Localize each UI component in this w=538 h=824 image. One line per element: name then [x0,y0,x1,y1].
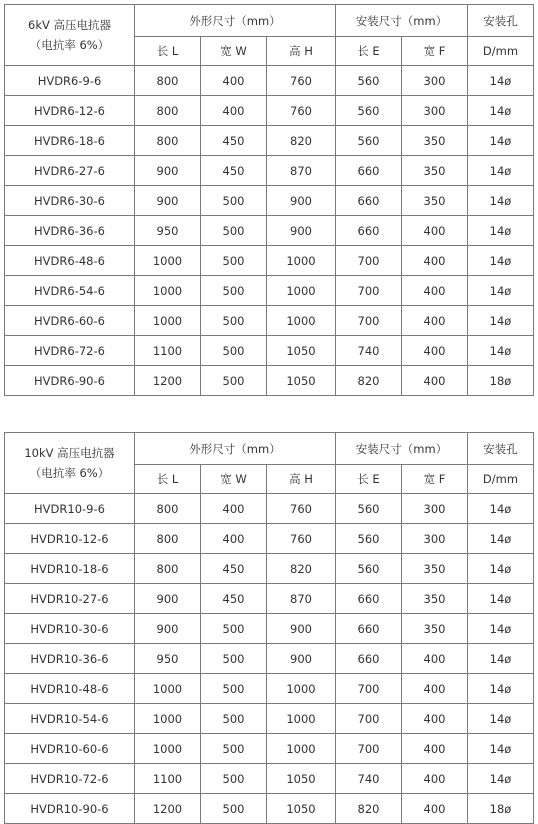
value-cell: 700 [336,704,402,734]
model-cell: HVDR6-36-6 [5,216,135,246]
value-cell: 500 [201,674,267,704]
value-cell: 300 [402,494,468,524]
value-cell: 1050 [267,336,336,366]
value-cell: 400 [201,66,267,96]
value-cell: 1000 [135,704,201,734]
table-row [5,96,534,126]
table-row [5,794,534,824]
value-cell: 400 [402,216,468,246]
header-row-group [5,433,534,465]
table-row [5,216,534,246]
table-body [5,5,534,396]
table-row [5,66,534,96]
value-cell: 660 [336,644,402,674]
table-row [5,366,534,396]
value-cell: 14ø [468,336,534,366]
value-cell: 760 [267,96,336,126]
model-cell: HVDR10-12-6 [5,524,135,554]
value-cell: 700 [336,734,402,764]
value-cell: 350 [402,584,468,614]
value-cell: 14ø [468,246,534,276]
value-cell: 1050 [267,794,336,824]
model-cell: HVDR6-60-6 [5,306,135,336]
column-header: 宽 F [402,37,468,66]
value-cell: 500 [201,614,267,644]
value-cell: 400 [402,764,468,794]
value-cell: 1100 [135,336,201,366]
value-cell: 660 [336,186,402,216]
table-row [5,126,534,156]
value-cell: 14ø [468,126,534,156]
value-cell: 820 [336,366,402,396]
value-cell: 400 [402,336,468,366]
value-cell: 660 [336,584,402,614]
value-cell: 400 [402,276,468,306]
table-row [5,644,534,674]
model-cell: HVDR6-72-6 [5,336,135,366]
table-title: 6kV 高压电抗器 [28,18,111,32]
group-header-outer-dimensions: 外形尺寸（mm） [135,433,336,465]
value-cell: 14ø [468,216,534,246]
value-cell: 500 [201,246,267,276]
model-cell: HVDR10-27-6 [5,584,135,614]
model-cell: HVDR6-54-6 [5,276,135,306]
value-cell: 820 [336,794,402,824]
spec-table-6kv [4,4,534,396]
value-cell: 400 [402,644,468,674]
value-cell: 1050 [267,366,336,396]
value-cell: 760 [267,524,336,554]
value-cell: 14ø [468,96,534,126]
value-cell: 400 [402,674,468,704]
value-cell: 14ø [468,276,534,306]
value-cell: 14ø [468,584,534,614]
column-header: 高 H [267,37,336,66]
column-header: 长 L [135,37,201,66]
value-cell: 900 [135,186,201,216]
column-header: 高 H [267,465,336,494]
value-cell: 700 [336,276,402,306]
value-cell: 900 [267,186,336,216]
value-cell: 660 [336,216,402,246]
model-cell: HVDR6-18-6 [5,126,135,156]
model-cell: HVDR10-30-6 [5,614,135,644]
value-cell: 500 [201,704,267,734]
table-row [5,584,534,614]
model-cell: HVDR10-90-6 [5,794,135,824]
table-row [5,764,534,794]
table-subtitle: （电抗率 6%） [29,38,110,52]
table-row [5,554,534,584]
value-cell: 1200 [135,794,201,824]
value-cell: 820 [267,554,336,584]
value-cell: 14ø [468,644,534,674]
value-cell: 14ø [468,494,534,524]
model-cell: HVDR6-90-6 [5,366,135,396]
value-cell: 14ø [468,554,534,584]
value-cell: 400 [402,366,468,396]
column-header: 宽 W [201,37,267,66]
group-header-outer-dimensions: 外形尺寸（mm） [135,5,336,37]
value-cell: 450 [201,126,267,156]
value-cell: 14ø [468,524,534,554]
value-cell: 400 [402,246,468,276]
value-cell: 14ø [468,306,534,336]
value-cell: 800 [135,554,201,584]
value-cell: 900 [267,216,336,246]
value-cell: 300 [402,66,468,96]
value-cell: 450 [201,156,267,186]
value-cell: 1200 [135,366,201,396]
value-cell: 1000 [267,276,336,306]
model-cell: HVDR6-30-6 [5,186,135,216]
value-cell: 14ø [468,614,534,644]
group-header-install-dimensions: 安装尺寸（mm） [336,433,468,465]
value-cell: 14ø [468,704,534,734]
table-row [5,276,534,306]
value-cell: 1050 [267,764,336,794]
value-cell: 560 [336,126,402,156]
value-cell: 760 [267,494,336,524]
value-cell: 800 [135,66,201,96]
value-cell: 500 [201,764,267,794]
column-header: 长 E [336,465,402,494]
value-cell: 14ø [468,156,534,186]
model-cell: HVDR10-72-6 [5,764,135,794]
table-body [5,433,534,824]
value-cell: 500 [201,276,267,306]
value-cell: 300 [402,96,468,126]
value-cell: 350 [402,554,468,584]
spec-table-10kv [4,432,534,824]
value-cell: 700 [336,306,402,336]
value-cell: 560 [336,554,402,584]
column-header: 宽 F [402,465,468,494]
value-cell: 14ø [468,734,534,764]
value-cell: 1000 [267,734,336,764]
value-cell: 350 [402,614,468,644]
model-cell: HVDR10-60-6 [5,734,135,764]
value-cell: 400 [402,734,468,764]
value-cell: 1000 [135,276,201,306]
column-header: 长 E [336,37,402,66]
value-cell: 950 [135,216,201,246]
value-cell: 350 [402,156,468,186]
value-cell: 400 [402,704,468,734]
value-cell: 800 [135,96,201,126]
value-cell: 400 [201,524,267,554]
value-cell: 1000 [135,674,201,704]
value-cell: 400 [201,494,267,524]
value-cell: 900 [135,156,201,186]
value-cell: 870 [267,584,336,614]
value-cell: 900 [135,584,201,614]
column-header: D/mm [468,465,534,494]
value-cell: 500 [201,216,267,246]
value-cell: 500 [201,734,267,764]
value-cell: 700 [336,246,402,276]
table-row [5,524,534,554]
value-cell: 300 [402,524,468,554]
table-row [5,336,534,366]
value-cell: 450 [201,584,267,614]
value-cell: 450 [201,554,267,584]
value-cell: 400 [402,794,468,824]
value-cell: 350 [402,126,468,156]
value-cell: 660 [336,156,402,186]
model-cell: HVDR6-9-6 [5,66,135,96]
value-cell: 800 [135,126,201,156]
value-cell: 800 [135,524,201,554]
value-cell: 760 [267,66,336,96]
column-header: D/mm [468,37,534,66]
value-cell: 500 [201,336,267,366]
group-header-mounting-hole: 安装孔 [468,5,534,37]
value-cell: 740 [336,764,402,794]
model-cell: HVDR6-12-6 [5,96,135,126]
value-cell: 1000 [135,734,201,764]
value-cell: 820 [267,126,336,156]
value-cell: 660 [336,614,402,644]
model-cell: HVDR10-48-6 [5,674,135,704]
column-header: 长 L [135,465,201,494]
model-cell: HVDR10-18-6 [5,554,135,584]
value-cell: 1000 [267,674,336,704]
value-cell: 740 [336,336,402,366]
model-cell: HVDR6-27-6 [5,156,135,186]
value-cell: 900 [267,614,336,644]
value-cell: 1000 [267,704,336,734]
value-cell: 18ø [468,794,534,824]
model-cell: HVDR6-48-6 [5,246,135,276]
value-cell: 1000 [135,246,201,276]
table-row [5,306,534,336]
table-row [5,734,534,764]
header-row-group [5,5,534,37]
value-cell: 900 [267,644,336,674]
value-cell: 1000 [267,246,336,276]
column-header: 宽 W [201,465,267,494]
value-cell: 950 [135,644,201,674]
model-cell: HVDR10-9-6 [5,494,135,524]
group-header-install-dimensions: 安装尺寸（mm） [336,5,468,37]
table-title-cell [5,433,135,494]
value-cell: 400 [201,96,267,126]
value-cell: 400 [402,306,468,336]
value-cell: 500 [201,366,267,396]
value-cell: 14ø [468,66,534,96]
table-title: 10kV 高压电抗器 [24,446,115,460]
value-cell: 800 [135,494,201,524]
table-title-cell [5,5,135,66]
table-subtitle: （电抗率 6%） [29,466,110,480]
table-row [5,704,534,734]
value-cell: 500 [201,644,267,674]
value-cell: 14ø [468,186,534,216]
value-cell: 560 [336,494,402,524]
table-row [5,156,534,186]
value-cell: 1000 [135,306,201,336]
value-cell: 14ø [468,764,534,794]
table-row [5,614,534,644]
group-header-mounting-hole: 安装孔 [468,433,534,465]
table-row [5,186,534,216]
table-row [5,674,534,704]
value-cell: 500 [201,306,267,336]
table-row [5,246,534,276]
value-cell: 18ø [468,366,534,396]
model-cell: HVDR10-36-6 [5,644,135,674]
value-cell: 1100 [135,764,201,794]
value-cell: 1000 [267,306,336,336]
value-cell: 14ø [468,674,534,704]
value-cell: 500 [201,794,267,824]
value-cell: 560 [336,96,402,126]
value-cell: 700 [336,674,402,704]
value-cell: 900 [135,614,201,644]
value-cell: 500 [201,186,267,216]
value-cell: 560 [336,524,402,554]
value-cell: 560 [336,66,402,96]
model-cell: HVDR10-54-6 [5,704,135,734]
value-cell: 350 [402,186,468,216]
value-cell: 870 [267,156,336,186]
table-row [5,494,534,524]
